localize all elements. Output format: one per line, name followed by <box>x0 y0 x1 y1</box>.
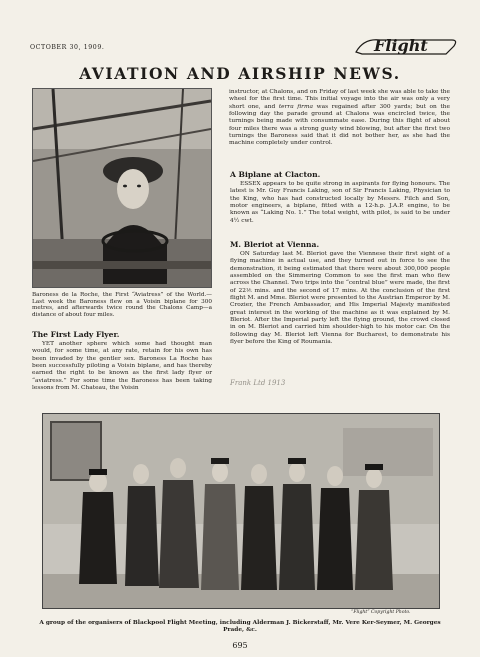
first-lady-continuation-text <box>229 89 450 148</box>
vienna-text <box>230 251 450 346</box>
baroness-photo-caption: Baroness de la Roche, the First “Aviatress” of the World.—Last week the Baroness flew on a Voisin biplane for 300 metres, and afterwards twice round the Chalons Camp—a distance of about four miles. <box>32 292 212 318</box>
baroness-photo-illustration <box>33 89 211 287</box>
group-photo-caption: A group of the organisers of Blackpool Flight Meeting, including Alderman J. Bickerstaff, Mr. Vere Ker-Seymer, M. Georges Prade, &c. <box>39 620 441 633</box>
page-title: AVIATION AND AIRSHIP NEWS. <box>79 64 401 83</box>
vienna-lead: ON <box>240 251 250 257</box>
group-photo-illustration <box>43 414 439 608</box>
handwritten-stamp: Frank Ltd 1913 <box>230 379 286 387</box>
continuation-italic: terra firma <box>278 103 314 110</box>
page-number: 695 <box>232 641 248 650</box>
flight-logo <box>354 36 458 56</box>
first-lady-lead: YET <box>42 341 55 347</box>
continuation-part-b: was regained after 300 yards; but on the following day the parade ground at Chalons was encircled twice, the turnings being made with consummate ease. During this flight of about four miles there was a strong gusty wind blowing, but after the first two turnings the Baroness said that it did not bother her, as she had the machine completely under control. <box>229 103 450 147</box>
photo-credit: “Flight” Copyright Photo. <box>351 610 411 615</box>
section-heading-vienna: M. Bleriot at Vienna. <box>230 240 320 249</box>
clacton-lead: ESSEX <box>240 181 261 187</box>
logo-text: Flight <box>374 36 428 55</box>
first-lady-body: another sphere which some had thought man would, for some time, at any rate, retain for his own has been invaded by the gentler sex. Baroness La Roche has been successfully piloting a Voisin biplane, and has thereby earned the right to be known as the first lady flyer or “aviatress.” For some time the Baroness has been taking lessons from M. Chateau, the Voisin <box>32 341 212 392</box>
group-photo <box>42 413 440 609</box>
baroness-photo <box>32 88 212 288</box>
continuation-part-a: instructor, at Chalons, and on Friday of last week she was able to take the wheel for the first time. This initial voyage into the air was only a very short one, and <box>229 89 450 110</box>
clacton-body: appears to be quite strong in aspirants for flying honours. The latest is Mr. Guy Francis Laking, son of Sir Francis Laking, Physician to the King, who has had constructed locally by Messrs. Filch and Son, motor engineers, a biplane, fitted with a 12-h.p. J.A.P. engine, to be known as “Laking No. 1.” The total weight, with pilot, is said to be under 4½ cwt. <box>230 181 450 224</box>
issue-date: OCTOBER 30, 1909. <box>30 44 105 51</box>
section-heading-first-lady-flyer: The First Lady Flyer. <box>32 330 120 339</box>
section-heading-clacton: A Biplane at Clacton. <box>230 170 321 179</box>
first-lady-flyer-text <box>32 341 212 392</box>
vienna-body: Saturday last M. Bleriot gave the Viennese their first sight of a flying machine in actual use, and they turned out in force to see the demonstration, it being estimated that there were about 300,000 people assembled on the Simmering Common to see the first man who flew across the Channel. Two trips into the “central blue” were made, the first of 22⅕ mins. and the second of 17 mins. At the conclusion of the first flight M. and Mme. Bleriot were presented to the Austrian Emperor by M. Crozier, the French Ambassador, and His Imperial Majesty manifested great interest in the working of the machine as it was explained by M. Bleriot. After the Imperial party left the flying ground, the crowd closed in on M. Bleriot and carried him shoulder-high to his motor car. On the following day M. Bleriot left Vienna for Bucharest, to demonstrate his flyer before the King of Roumania. <box>230 251 450 346</box>
clacton-text <box>230 181 450 225</box>
